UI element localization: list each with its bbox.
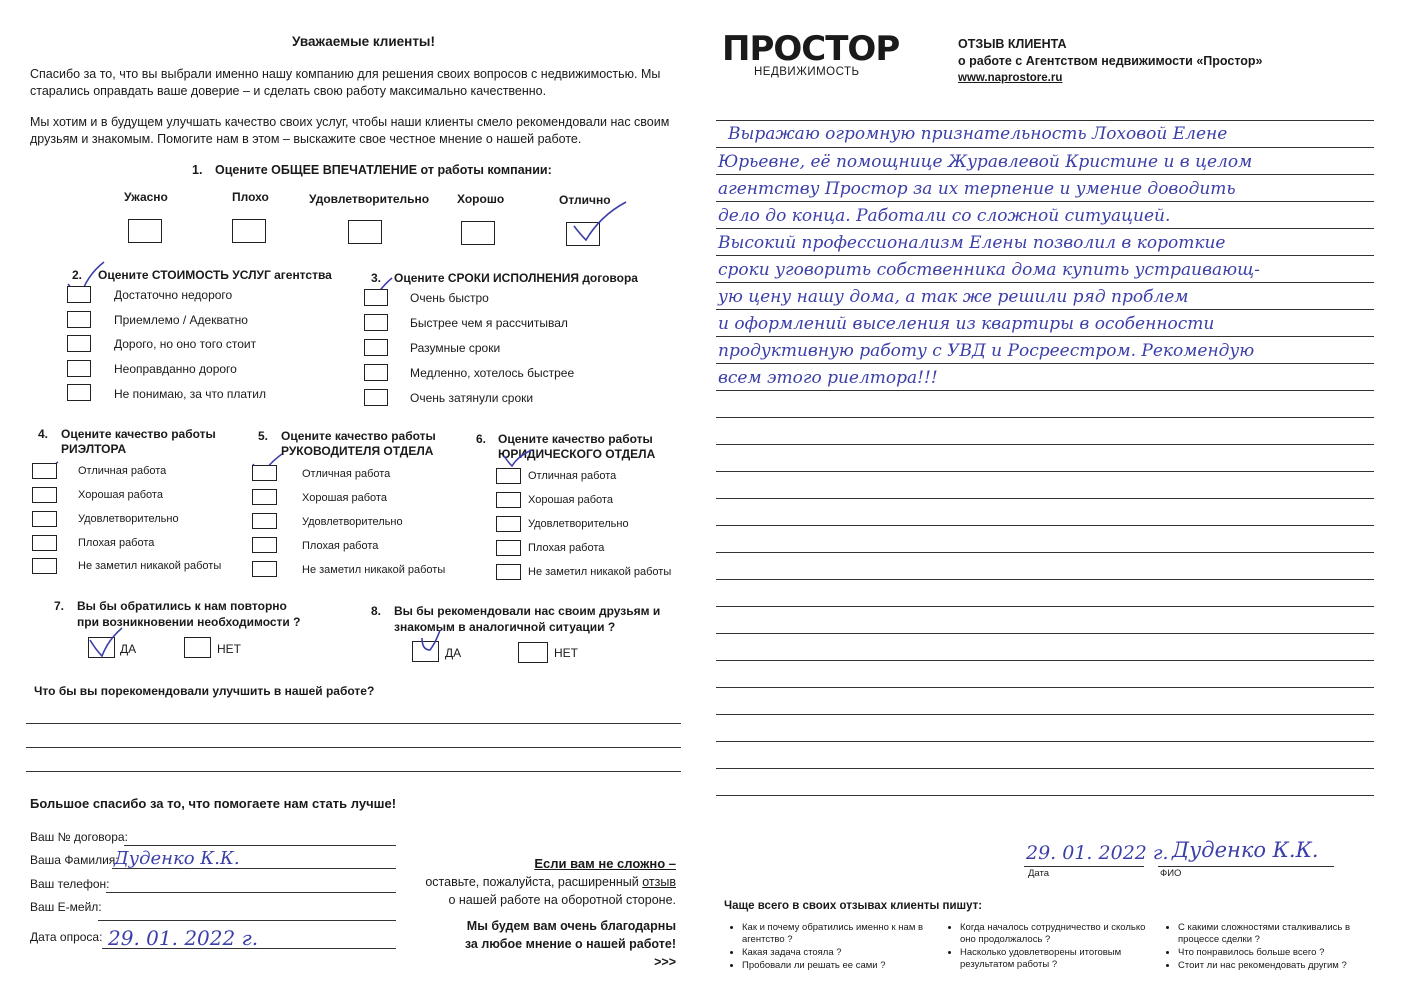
q5-checkbox-1[interactable] [252, 489, 277, 505]
date-label: Дата опроса: [30, 930, 103, 944]
ruled-line[interactable] [716, 201, 1374, 202]
ruled-line[interactable] [716, 498, 1374, 499]
ruled-line[interactable] [716, 390, 1374, 391]
q3-number: 3. [371, 271, 382, 285]
note-line-3: о нашей работе на оборотной стороне. [448, 893, 676, 907]
sign-name-label: ФИО [1160, 868, 1182, 879]
ruled-line[interactable] [716, 687, 1374, 688]
review-line: продуктивную работу с УВД и Росреестром. Рекомендую [718, 341, 1255, 361]
q5-option-label-1: Хорошая работа [302, 492, 387, 504]
survey-heading: Уважаемые клиенты! [292, 34, 435, 49]
q2-option-label-1: Приемлемо / Адекватно [114, 313, 248, 327]
q6-title-line2: ЮРИДИЧЕСКОГО ОТДЕЛА [498, 447, 656, 461]
ruled-line[interactable] [716, 768, 1374, 769]
ruled-line[interactable] [716, 228, 1374, 229]
ruled-line[interactable] [716, 147, 1374, 148]
q6-title-line1: Оцените качество работы [498, 432, 653, 446]
review-line: сроки уговорить собственника дома купить устраивающ- [718, 260, 1260, 280]
q1-option-label-1: Плохо [232, 190, 269, 204]
q7-number: 7. [54, 599, 65, 613]
q5-option-label-0: Отличная работа [302, 468, 391, 480]
review-line: агентству Простор за их терпение и умение доводить [718, 179, 1236, 199]
q5-option-label-3: Плохая работа [302, 540, 379, 552]
ruled-line[interactable] [716, 795, 1374, 796]
q3-checkbox-1[interactable] [364, 314, 388, 331]
improve-question: Что бы вы порекомендовали улучшить в нашей работе? [34, 684, 375, 698]
review-line: Юрьевне, её помощнице Журавлевой Кристине и в целом [718, 152, 1253, 172]
brand-logo [722, 29, 900, 78]
contract-field[interactable] [124, 845, 396, 846]
review-link[interactable]: отзыв [642, 875, 676, 889]
q2-checkbox-0[interactable] [67, 286, 91, 303]
q4-checkbox-1[interactable] [32, 487, 57, 503]
improve-line-1[interactable] [26, 723, 681, 724]
review-line: ую цену нашу дома, а так же решили ряд проблем [718, 287, 1189, 307]
q4-option-label-3: Плохая работа [78, 537, 155, 549]
q1-checkbox-0[interactable] [128, 219, 162, 243]
q2-checkbox-1[interactable] [67, 311, 91, 328]
q6-checkbox-1[interactable] [496, 492, 521, 508]
ruled-line[interactable] [716, 417, 1374, 418]
q7-title-line1: Вы бы обратились к нам повторно [77, 599, 287, 613]
q3-option-label-0: Очень быстро [410, 291, 489, 305]
sign-date-value: 29. 01. 2022 г. [1026, 842, 1169, 864]
q5-checkbox-0[interactable] [252, 465, 277, 481]
q3-option-label-2: Разумные сроки [410, 341, 501, 355]
q7-no-checkbox[interactable] [184, 637, 211, 658]
ruled-line[interactable] [716, 741, 1374, 742]
q5-number: 5. [258, 429, 269, 443]
q3-checkbox-2[interactable] [364, 339, 388, 356]
ruled-line[interactable] [716, 255, 1374, 256]
note-line-1: Если вам не сложно – [534, 856, 676, 871]
tip-item: • Как и почему обратились именно к нам в агентство ? [742, 922, 928, 946]
q4-option-label-0: Отличная работа [78, 465, 167, 477]
arrows-icon: >>> [654, 955, 676, 969]
q3-checkbox-3[interactable] [364, 364, 388, 381]
phone-field[interactable] [106, 892, 396, 893]
q5-checkbox-3[interactable] [252, 537, 277, 553]
site-link[interactable]: www.naprostore.ru [958, 72, 1063, 84]
q4-title-line2: РИЭЛТОРА [61, 442, 127, 456]
tips-title: Чаще всего в своих отзывах клиенты пишут: [724, 900, 983, 912]
tip-item: • Какая задача стояла ? [742, 947, 928, 959]
q4-checkbox-3[interactable] [32, 535, 57, 551]
ruled-line[interactable] [716, 552, 1374, 553]
q3-checkbox-0[interactable] [364, 289, 388, 306]
ruled-line[interactable] [716, 444, 1374, 445]
q5-checkbox-4[interactable] [252, 561, 277, 577]
q5-checkbox-2[interactable] [252, 513, 277, 529]
q6-checkbox-2[interactable] [496, 516, 521, 532]
q1-option-label-3: Хорошо [457, 192, 505, 206]
q3-option-label-4: Очень затянули сроки [410, 391, 534, 405]
q3-option-label-1: Быстрее чем я рассчитывал [410, 316, 568, 330]
q3-checkbox-4[interactable] [364, 389, 388, 406]
review-line: всем этого риелтора!!! [718, 368, 938, 388]
q6-option-label-2: Удовлетворительно [528, 518, 629, 530]
q6-checkmark-icon [500, 448, 536, 470]
q4-checkbox-0[interactable] [32, 463, 57, 479]
q4-number: 4. [38, 427, 49, 441]
q4-option-label-1: Хорошая работа [78, 489, 163, 501]
q2-option-label-0: Достаточно недорого [114, 288, 233, 302]
q7-title-line2: при возникновении необходимости ? [77, 615, 301, 629]
q1-checkbox-2[interactable] [348, 220, 382, 244]
q4-checkbox-2[interactable] [32, 511, 57, 527]
q1-title: Оцените ОБЩЕЕ ВПЕЧАТЛЕНИЕ от работы компании: [215, 163, 552, 177]
q4-option-label-2: Удовлетворительно [78, 513, 179, 525]
ruled-line[interactable] [716, 633, 1374, 634]
q4-checkbox-4[interactable] [32, 558, 57, 574]
ruled-line[interactable] [716, 120, 1374, 121]
q7-yes-label: ДА [120, 642, 137, 656]
q7-no-label: НЕТ [217, 642, 241, 656]
q1-number: 1. [192, 163, 203, 177]
q8-title-line2: знакомым в аналогичной ситуации ? [394, 620, 616, 634]
surname-label: Ваша Фамилия: [30, 853, 119, 867]
review-header [958, 36, 1263, 87]
q5-option-label-4: Не заметил никакой работы [302, 564, 446, 576]
q8-no-checkbox[interactable] [518, 642, 548, 663]
ruled-line[interactable] [716, 336, 1374, 337]
ruled-line[interactable] [716, 714, 1374, 715]
q1-checkmark-icon [566, 196, 630, 248]
ruled-line[interactable] [716, 471, 1374, 472]
thanks-text: Большое спасибо за то, что помогаете нам стать лучше! [30, 796, 397, 811]
q8-yes-label: ДА [445, 646, 462, 660]
q4-option-label-4: Не заметил никакой работы [78, 560, 222, 572]
q5-title-line2: РУКОВОДИТЕЛЯ ОТДЕЛА [281, 444, 434, 458]
tip-item: • Пробовали ли решать ее сами ? [742, 960, 928, 972]
reverse-side-note [400, 855, 676, 971]
q6-option-label-4: Не заметил никакой работы [528, 566, 672, 578]
ruled-line[interactable] [716, 606, 1374, 607]
q6-option-label-0: Отличная работа [528, 470, 617, 482]
improve-line-3[interactable] [26, 771, 681, 772]
sign-name-line[interactable] [1158, 866, 1334, 867]
surname-field-value: Дуденко К.К. [114, 848, 240, 869]
contract-label: Ваш № договора: [30, 830, 128, 844]
q2-number: 2. [72, 268, 83, 282]
review-title: ОТЗЫВ КЛИЕНТА [958, 37, 1067, 51]
q1-option-label-0: Ужасно [124, 190, 168, 204]
q2-option-label-4: Не понимаю, за что платил [114, 387, 267, 401]
q3-title: Оцените СРОКИ ИСПОЛНЕНИЯ договора [394, 271, 638, 285]
q8-checkmark-icon [416, 628, 446, 660]
ruled-line[interactable] [716, 174, 1374, 175]
brand-sub: НЕДВИЖИМОСТЬ [754, 66, 860, 78]
q1-option-label-4: Отлично [559, 193, 611, 207]
q6-option-label-1: Хорошая работа [528, 494, 613, 506]
brand-name: ПРОСТОР [722, 29, 900, 69]
ruled-line[interactable] [716, 309, 1374, 310]
q6-checkbox-3[interactable] [496, 540, 521, 556]
q6-number: 6. [476, 432, 487, 446]
q8-no-label: НЕТ [554, 646, 578, 660]
tip-item: • С какими сложностями сталкивались в процессе сделки ? [1178, 922, 1364, 946]
q6-checkbox-4[interactable] [496, 564, 521, 580]
ruled-line[interactable] [716, 525, 1374, 526]
ruled-line[interactable] [716, 363, 1374, 364]
tip-item: • Насколько удовлетворены итоговым результатом работы ? [960, 947, 1146, 971]
q1-option-label-2: Удовлетворительно [309, 192, 430, 206]
review-line: дело до конца. Работали со сложной ситуацией. [718, 206, 1171, 226]
intro-paragraph-1: Спасибо за то, что вы выбрали именно нашу компанию для решения своих вопросов с недвижимостью. Мы старались оправдать ваше доверие – и сделать свою работу максимально качественно. [30, 67, 661, 98]
q4-title-line1: Оцените качество работы [61, 427, 216, 441]
q1-checkbox-3[interactable] [461, 221, 495, 245]
date-field-value: 29. 01. 2022 г. [108, 926, 259, 950]
q2-checkbox-3[interactable] [67, 360, 91, 377]
email-field[interactable] [98, 920, 396, 921]
sign-name-value: Дуденко К.К. [1172, 838, 1319, 862]
ruled-line[interactable] [716, 579, 1374, 580]
review-line: и оформлений выселения из квартиры в особенности [718, 314, 1215, 334]
tip-item: • Когда началось сотрудничество и сколько оно продолжалось ? [960, 922, 1146, 946]
q6-checkbox-0[interactable] [496, 468, 521, 484]
tips-column-1 [728, 922, 928, 973]
q2-option-label-2: Дорого, но оно того стоит [114, 337, 257, 351]
tips-column-2 [946, 922, 1146, 972]
sign-date-label: Дата [1028, 868, 1050, 879]
tip-item: • Стоит ли нас рекомендовать другим ? [1178, 960, 1364, 972]
note-line-2: оставьте, пожалуйста, расширенный [425, 875, 639, 889]
q8-number: 8. [371, 604, 382, 618]
tips-column-3 [1164, 922, 1364, 973]
q2-title: Оцените СТОИМОСТЬ УСЛУГ агентства [98, 268, 332, 282]
improve-line-2[interactable] [26, 747, 681, 748]
grateful-line-2: за любое мнение о нашей работе! [464, 937, 676, 951]
q2-checkbox-4[interactable] [67, 384, 91, 401]
q8-title-line1: Вы бы рекомендовали нас своим друзьям и [394, 604, 661, 618]
q5-option-label-2: Удовлетворительно [302, 516, 403, 528]
ruled-line[interactable] [716, 282, 1374, 283]
q2-option-label-3: Неоправданно дорого [114, 362, 237, 376]
review-line: Высокий профессионализм Елены позволил в короткие [718, 233, 1226, 253]
q3-option-label-3: Медленно, хотелось быстрее [410, 366, 575, 380]
phone-label: Ваш телефон: [30, 877, 110, 891]
ruled-line[interactable] [716, 660, 1374, 661]
sign-date-line[interactable] [1024, 866, 1144, 867]
grateful-line-1: Мы будем вам очень благодарны [466, 919, 676, 933]
intro-paragraph-2: Мы хотим и в будущем улучшать качество своих услуг, чтобы наши клиенты смело рекомендовали нас своим друзьям и знакомым. Помогите нам в этом – выскажите свое честное мнение о нашей работе. [30, 115, 670, 146]
review-line: Выражаю огромную признательность Лоховой Елене [728, 124, 1228, 144]
email-label: Ваш Е-мейл: [30, 900, 102, 914]
q5-title-line1: Оцените качество работы [281, 429, 436, 443]
review-subtitle: о работе с Агентством недвижимости «Простор» [958, 54, 1263, 68]
q6-option-label-3: Плохая работа [528, 542, 605, 554]
q1-checkbox-1[interactable] [232, 219, 266, 243]
tip-item: • Что понравилось больше всего ? [1178, 947, 1364, 959]
q2-checkbox-2[interactable] [67, 335, 91, 352]
